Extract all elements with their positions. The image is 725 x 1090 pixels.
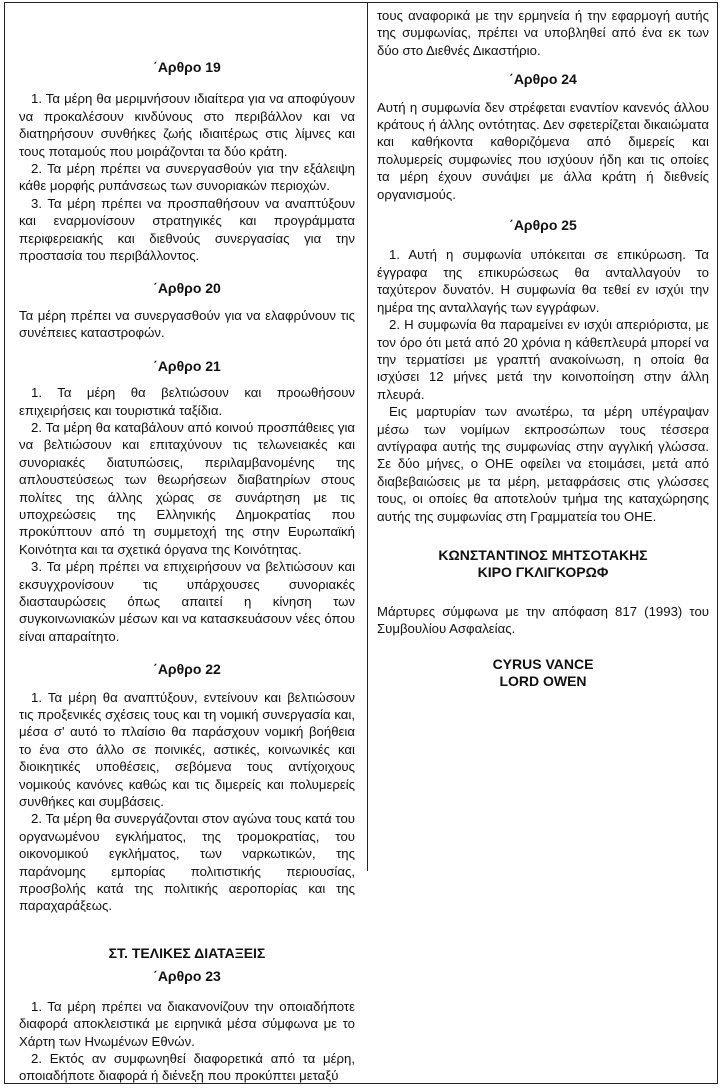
signatory-name: ΚΙΡΟ ΓΚΛΙΓΚΟΡΩΦ (477, 563, 609, 580)
signatories-block (377, 547, 709, 581)
article-25-paragraph-2: 2. Η συμφωνία θα παραμείνει εν ισχύι απεριόριστα, με τον όρο ότι μετά από 20 χρόνια η κάθεπλευρά μπορεί να την τερματίσει με γραπτή ανακοίνωση, η οποία θα ισχύσει 12 μήνες μετά την κοινοποίηση στην άλλη πλευρά. (377, 317, 709, 402)
final-provisions-section-title: ΣΤ. ΤΕΛΙΚΕΣ ΔΙΑΤΑΞΕΙΣ (108, 944, 266, 961)
article-23-continuation: τους αναφορικά με την ερμηνεία ή την εφαρμογή αυτής της συμφωνίας, πρέπει να υποβληθεί από ένα εκ των δύο στο Διεθνές Δικαστήριο. (377, 8, 709, 58)
article-25-paragraph-1: 1. Αυτή η συμφωνία υπόκειται σε επικύρωση. Τα έγγραφα της επικυρώσεως θα ανταλλαγούν το ταχύτερον δυνατόν. Η συμφωνία θα τεθεί εν ισχύι την ημέρα της ανταλλαγής των εγγράφων. (377, 247, 709, 315)
article-25-title: ΄Αρθρο 25 (509, 217, 577, 234)
article-19-paragraph-1: 1. Τα μέρη θα μεριμνήσουν ιδιαίτερα για να αποφύγουν να προκαλέσουν κινδύνους στο περιβάλλον και να διατηρήσουν συνθήκες ζωής ιδιαιτέρως στις λίμνες και τους ποταμούς που μοιράζονται τα δύο κράτη. (19, 91, 355, 159)
article-19-paragraph-3: 3. Τα μέρη πρέπει να προσπαθήσουν να αναπτύξουν και εναρμονίσουν στρατηγικές και προγράμματα περιφερειακής και διεθνούς συνεργασίας για την προστασία του περιβάλλοντος. (19, 195, 355, 264)
witness-name: CYRUS VANCE (492, 655, 594, 672)
left-column (19, 3, 355, 1085)
article-25-paragraph-3: Εις μαρτυρίαν των ανωτέρω, τα μέρη υπέγραψαν μέσω των νομίμων εκπροσώπων τους τέσσερα αντίγραφα αυτής της συμφωνίας στην αγγλική γλώσσα. Σε δύο μήνες, ο ΟΗΕ οφείλει να ετοιμάσει, μετά από διαβεβαιώσεις με τα μέρη, μεταφράσεις στις γλώσσες τους, οι οποίες θα αποτελούν τμήμα της καταχώρησης αυτής της συμφωνίας στη Γραμματεία του ΟΗΕ. (377, 404, 709, 524)
article-22-paragraph-1: 1. Τα μέρη θα αναπτύξουν, εντείνουν και βελτιώσουν τις προξενικές σχέσεις τους και τη νομική συνεργασία και, μέσα σ' αυτό το πλαίσιο θα παράσχουν νομική βοήθεια το ένα στο άλλο σε ποινικές, αστικές, κοινωνικές και διοικητικές υποθέσεις, σεβόμενα τους αντίχοιχους νομικούς κανόνες καθώς και τις διμερείς και πολυμερείς συνθήκες και συμβάσεις. (19, 689, 355, 810)
document-page (4, 2, 718, 1084)
article-21-paragraph-2: 2. Τα μέρη θα καταβάλουν από κοινού προσπάθειες για να βελτιώσουν και επιταχύνουν τις τελωνειακές και συνοριακές διατυπώσεις, περιλαμβανομένης της απλουστεύσεως των θεωρήσεων διαβατηρίων στους πολίτες της άλλης χώρας σε συνάρτηση με τις υποχρεώσεις της Ελληνικής Δημοκρατίας που προκύπτουν από τη συμμετοχή της στην Ευρωπαϊκή Κοινότητα και τα σχετικά όργανα της Κοινότητας. (19, 419, 355, 557)
article-24-title: ΄Αρθρο 24 (509, 71, 577, 88)
column-divider (367, 3, 368, 871)
article-24-paragraph-1: Αυτή η συμφωνία δεν στρέφεται εναντίον κανενός άλλου κράτους ή άλλης οντότητας. Δεν σφετερίζεται δικαιώματα και καθήκοντα καθοριζόμενα από διμερείς και πολυμερείς συμφωνίες που ισχύουν ήδη και τις οποίες τα μέρη έχουν συνάψει με άλλα κράτη ή διεθνείς οργανισμούς. (377, 99, 709, 202)
article-22-title: ΄Αρθρο 22 (153, 661, 221, 678)
signatory-name: ΚΩΝΣΤΑΝΤΙΝΟΣ ΜΗΤΣΟΤΑΚΗΣ (438, 546, 648, 563)
article-20-paragraph-1: Τα μέρη πρέπει να συνεργασθούν για να ελαφρύνουν τις συνέπειες καταστροφών. (19, 307, 355, 341)
witness-name: LORD OWEN (499, 672, 587, 689)
article-23-title: ΄Αρθρο 23 (153, 968, 221, 985)
article-23-paragraph-1: 1. Τα μέρη πρέπει να διακανονίζουν την οποιαδήποτε διαφορά αποκλειστικά με ειρηνικά μέσα σύμφωνα με το Χάρτη των Ηνωμένων Εθνών. (19, 998, 355, 1049)
article-21-paragraph-3: 3. Τα μέρη πρέπει να επιχειρήσουν να βελτιώσουν και εκσυγχρονίσουν τις υπάρχουσες συνοριακές διασταυρώσεις όπως απαιτεί η κίνηση των συγκοινωνιακών μέσων και να κατασκευάσουν νέες όπου είναι απαραίτητο. (19, 559, 355, 644)
article-19-paragraph-2: 2. Τα μέρη πρέπει να συνεργασθούν για την εξάλειψη κάθε μορφής ρυπάνσεως των συνοριακών περιοχών. (19, 161, 355, 194)
article-23-paragraph-2: 2. Εκτός αν συμφωνηθεί διαφορετικά από τα μέρη, οποιαδήποτε διαφορά ή διένεξη που προκύπτει μεταξύ (19, 1050, 355, 1084)
article-20-title: ΄Αρθρο 20 (153, 280, 221, 297)
article-21-paragraph-1: 1. Τα μέρη θα βελτιώσουν και προωθήσουν επιχειρήσεις και τουριστικά ταξίδια. (19, 385, 355, 418)
witness-text: Μάρτυρες σύμφωνα με την απόφαση 817 (1993) του Συμβουλίου Ασφαλείας. (377, 603, 709, 637)
witnesses-block (377, 656, 709, 690)
right-column (377, 3, 709, 690)
article-22-paragraph-2: 2. Τα μέρη θα συνεργάζονται στον αγώνα τους κατά του οργανωμένου εγκλήματος, της τρομοκρατίας, του οικονομικού εγκλήματος, των ναρκωτικών, της παράνομης εμπορίας πολιτιστικής περιουσίας, προσβολής κατά της πολιτικής αεροπορίας και της παραχαράξεως. (19, 811, 355, 914)
article-21-title: ΄Αρθρο 21 (153, 357, 221, 374)
article-19-title: ΄Αρθρο 19 (153, 59, 221, 75)
